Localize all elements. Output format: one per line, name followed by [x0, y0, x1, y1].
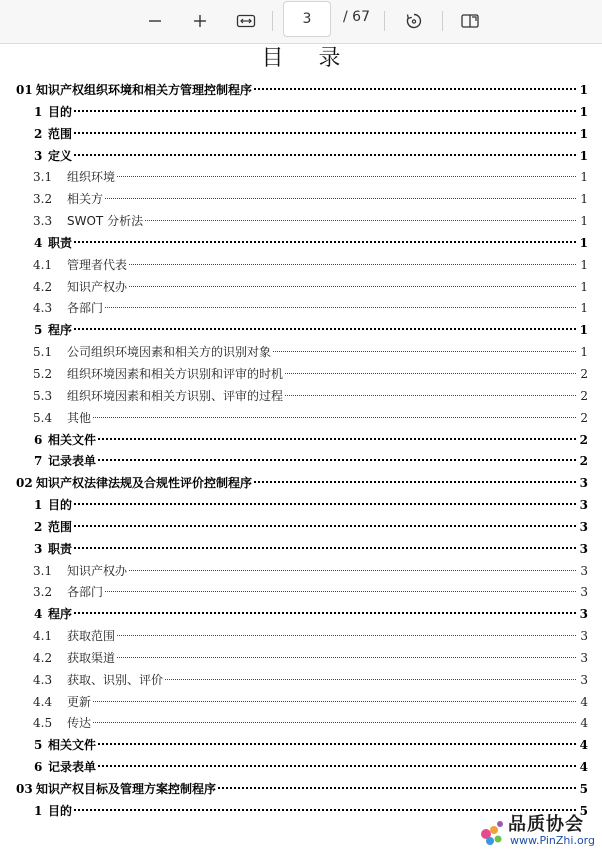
toolbar-divider — [272, 11, 273, 31]
toolbar-divider — [384, 11, 385, 31]
toc-entry-number: 6 — [34, 760, 43, 775]
toc-entry-page: 4 — [579, 738, 588, 753]
toc-entry-page: 3 — [580, 672, 588, 687]
toc-subsection-row[interactable] — [16, 582, 588, 604]
toc-dot-leader — [93, 417, 576, 418]
toc-entry-number: 3 — [34, 148, 43, 163]
toc-entry-number: 2 — [34, 519, 43, 534]
toc-entry-number: 7 — [34, 454, 43, 469]
toc-entry-page: 1 — [580, 257, 588, 272]
toc-dot-leader — [129, 286, 576, 287]
toc-entry-page: 1 — [579, 323, 588, 338]
toc-entry-page: 1 — [580, 192, 588, 207]
toc-subsection-row[interactable] — [16, 408, 588, 430]
toc-entry-number: 1 — [34, 498, 43, 513]
toc-entry-number: 2 — [34, 126, 43, 141]
toc-entry-number: 5.4 — [33, 410, 53, 425]
toc-entry-title: 各部门 — [67, 585, 104, 600]
toc-entry-page: 2 — [580, 366, 588, 381]
toc-subsection-row[interactable] — [16, 342, 588, 364]
toc-dot-leader — [74, 612, 576, 614]
toc-section-row[interactable] — [16, 430, 588, 452]
toc-entry-page: 3 — [580, 563, 588, 578]
toc-entry-number: 3.2 — [33, 585, 53, 600]
toc-entry-title: 相关方 — [67, 192, 104, 207]
toc-entry-page: 2 — [580, 388, 588, 403]
toc-entry-page: 1 — [579, 83, 588, 97]
toc-dot-leader — [117, 635, 576, 636]
toc-entry-page: 3 — [579, 607, 588, 622]
toc-dot-leader — [105, 307, 576, 308]
rotate-icon — [405, 12, 423, 30]
toc-subsection-row[interactable] — [16, 167, 588, 189]
toc-entry-title: 相关文件 — [48, 738, 97, 753]
toolbar-divider — [442, 11, 443, 31]
toc-entry-number: 4.1 — [33, 257, 53, 272]
toc-subsection-row[interactable] — [16, 386, 588, 408]
toc-entry-page: 1 — [579, 104, 588, 119]
toc-subsection-row[interactable] — [16, 255, 588, 277]
toc-entry-number: 3.2 — [33, 192, 53, 207]
toc-subsection-row[interactable] — [16, 648, 588, 670]
toc-entry-title: 记录表单 — [48, 760, 97, 775]
toc-entry-number: 5 — [34, 738, 43, 753]
toc-entry-title: 各部门 — [67, 301, 104, 316]
toc-entry-page: 3 — [580, 629, 588, 644]
toc-subsection-row[interactable] — [16, 211, 588, 233]
watermark — [478, 810, 598, 852]
toc-chapter-row[interactable] — [16, 779, 588, 801]
toc-entry-title: 范围 — [48, 126, 73, 141]
toc-entry-number: 4 — [34, 607, 43, 622]
toc-section-row[interactable] — [16, 124, 588, 146]
toc-chapter-row[interactable] — [16, 473, 588, 495]
toc-entry-page: 1 — [580, 279, 588, 294]
toc-entry-title: SWOT 分析法 — [67, 214, 144, 229]
toc-entry-number: 4.3 — [33, 301, 53, 316]
toc-entry-number: 6 — [34, 432, 43, 447]
toc-entry-title: 组织环境 — [67, 170, 116, 185]
toc-dot-leader — [98, 765, 576, 767]
toc-entry-title: 目的 — [48, 803, 73, 818]
toc-section-row[interactable] — [16, 146, 588, 168]
toc-entry-number: 02 — [16, 476, 33, 491]
toc-dot-leader — [74, 328, 576, 330]
toc-dot-leader — [98, 459, 576, 461]
toc-subsection-row[interactable] — [16, 626, 588, 648]
toc-entry-title: 知识产权法律法规及合规性评价控制程序 — [36, 476, 253, 491]
toc-entry-number: 5 — [34, 323, 43, 338]
watermark-name: 品质协会 — [508, 814, 584, 835]
toc-dot-leader — [93, 722, 576, 723]
toc-entry-number: 5.3 — [33, 388, 53, 403]
zoom-in-icon — [192, 13, 208, 29]
toc-entry-title: 管理者代表 — [67, 257, 128, 272]
toc-entry-title: 目的 — [48, 104, 73, 119]
toc-subsection-row[interactable] — [16, 561, 588, 583]
toc-dot-leader — [74, 547, 576, 549]
page-title: 目 录 — [261, 46, 355, 71]
toc-section-row[interactable] — [16, 517, 588, 539]
toc-entry-title: 其他 — [67, 410, 92, 425]
zoom-out-icon — [147, 13, 163, 29]
toc-entry-title: 定义 — [48, 148, 73, 163]
toc-entry-number: 4.1 — [33, 629, 53, 644]
toc-entry-number: 5.2 — [33, 366, 53, 381]
toc-dot-leader — [74, 110, 576, 112]
toc-entry-title: 程序 — [48, 323, 73, 338]
toc-dot-leader — [105, 591, 576, 592]
toc-subsection-row[interactable] — [16, 298, 588, 320]
toc-entry-number: 4.5 — [33, 716, 53, 731]
fit-width-button[interactable] — [230, 6, 262, 36]
toc-section-row[interactable] — [16, 451, 588, 473]
toc-section-row[interactable] — [16, 539, 588, 561]
toc-entry-page: 3 — [579, 519, 588, 534]
toc-dot-leader — [145, 220, 576, 221]
toc-entry-title: 目的 — [48, 498, 73, 513]
toc-section-row[interactable] — [16, 757, 588, 779]
toc-entry-number: 4 — [34, 235, 43, 250]
toc-entry-page: 3 — [579, 498, 588, 513]
toc-dot-leader — [117, 657, 576, 658]
toc-entry-number: 3.1 — [33, 170, 53, 185]
toc-entry-page: 5 — [579, 803, 588, 818]
toc-entry-page: 1 — [580, 301, 588, 316]
toc-entry-number: 1 — [34, 803, 43, 818]
toc-entry-page: 4 — [580, 694, 588, 709]
rotate-button[interactable] — [398, 6, 430, 36]
toc-subsection-row[interactable] — [16, 713, 588, 735]
toc-dot-leader — [254, 481, 576, 483]
toc-section-row[interactable] — [16, 604, 588, 626]
toc-dot-leader — [218, 787, 576, 789]
toc-dot-leader — [98, 438, 576, 440]
toc-entry-title: 知识产权办 — [67, 563, 128, 578]
toc-subsection-row[interactable] — [16, 277, 588, 299]
toc-entry-number: 4.2 — [33, 650, 53, 665]
toc-entry-number: 5.1 — [33, 345, 53, 360]
toc-entry-page: 3 — [580, 650, 588, 665]
toc-entry-title: 职责 — [48, 541, 73, 556]
toc-dot-leader — [74, 132, 576, 134]
toc-entry-page: 5 — [579, 782, 588, 796]
toc-dot-leader — [285, 373, 576, 374]
toc-dot-leader — [117, 176, 576, 177]
toc-dot-leader — [129, 570, 576, 571]
fit-width-icon — [236, 13, 256, 29]
toc-entry-page: 2 — [579, 432, 588, 447]
toc-section-row[interactable] — [16, 320, 588, 342]
toc-entry-number: 03 — [16, 782, 33, 796]
page-number-input[interactable] — [283, 1, 331, 37]
toc-dot-leader — [165, 679, 576, 680]
toc-entry-title: 范围 — [48, 519, 73, 534]
toc-entry-title: 获取、识别、评价 — [67, 672, 164, 687]
page-view-button[interactable] — [454, 6, 486, 36]
toc-entry-page: 4 — [580, 716, 588, 731]
zoom-in-button[interactable] — [184, 6, 216, 36]
toc-entry-number: 3 — [34, 541, 43, 556]
zoom-out-button[interactable] — [139, 6, 171, 36]
toc-dot-leader — [98, 743, 576, 745]
toc-subsection-row[interactable] — [16, 692, 588, 714]
toc-entry-page: 3 — [579, 541, 588, 556]
toc-dot-leader — [74, 525, 576, 527]
toc-dot-leader — [74, 503, 576, 505]
toc-entry-number: 4.2 — [33, 279, 53, 294]
toc-dot-leader — [129, 264, 576, 265]
viewer-toolbar — [0, 0, 602, 44]
toc-entry-number: 01 — [16, 83, 33, 97]
toc-chapter-row[interactable] — [16, 80, 588, 102]
toc-section-row[interactable] — [16, 233, 588, 255]
toc-entry-title: 程序 — [48, 607, 73, 622]
toc-subsection-row[interactable] — [16, 189, 588, 211]
toc-entry-page: 1 — [580, 345, 588, 360]
toc-dot-leader — [273, 351, 576, 352]
toc-entry-page: 4 — [579, 760, 588, 775]
toc-entry-title: 记录表单 — [48, 454, 97, 469]
page-total-label: / 67 — [343, 9, 370, 25]
toc-dot-leader — [285, 395, 576, 396]
watermark-logo-icon — [478, 810, 506, 852]
toc-entry-title: 更新 — [67, 694, 92, 709]
toc-entry-number: 1 — [34, 104, 43, 119]
toc-entry-number: 3.1 — [33, 563, 53, 578]
toc-entry-number: 3.3 — [33, 214, 53, 229]
page-view-icon — [460, 12, 480, 30]
toc-entry-title: 获取范围 — [67, 629, 116, 644]
toc-entry-page: 2 — [579, 454, 588, 469]
toc-dot-leader — [93, 701, 576, 702]
toc-entry-page: 1 — [579, 148, 588, 163]
toc-entry-page: 2 — [580, 410, 588, 425]
toc-entry-title: 传达 — [67, 716, 92, 731]
toc-section-row[interactable] — [16, 495, 588, 517]
toc-subsection-row[interactable] — [16, 364, 588, 386]
toc-dot-leader — [74, 241, 576, 243]
toc-entry-title: 知识产权办 — [67, 279, 128, 294]
toc-entry-page: 1 — [580, 170, 588, 185]
toc-dot-leader — [74, 154, 576, 156]
toc-entry-title: 组织环境因素和相关方识别和评审的时机 — [67, 366, 284, 381]
toc-section-row[interactable] — [16, 102, 588, 124]
toc-entry-title: 知识产权组织环境和相关方管理控制程序 — [36, 83, 253, 97]
toc-entry-title: 职责 — [48, 235, 73, 250]
toc-entry-title: 组织环境因素和相关方识别、评审的过程 — [67, 388, 284, 403]
toc-entry-page: 1 — [579, 235, 588, 250]
toc-entry-page: 3 — [579, 476, 588, 491]
watermark-url: www.PinZhi.org — [510, 834, 595, 847]
toc-entry-title: 相关文件 — [48, 432, 97, 447]
toc-entry-page: 1 — [580, 214, 588, 229]
toc-entry-number: 4.4 — [33, 694, 53, 709]
toc-entry-title: 获取渠道 — [67, 650, 116, 665]
toc-entry-page: 1 — [579, 126, 588, 141]
toc-entry-number: 4.3 — [33, 672, 53, 687]
toc-subsection-row[interactable] — [16, 670, 588, 692]
table-of-contents — [16, 80, 588, 823]
toc-dot-leader — [254, 88, 576, 90]
toc-entry-title: 知识产权目标及管理方案控制程序 — [36, 782, 217, 796]
toc-section-row[interactable] — [16, 735, 588, 757]
toc-dot-leader — [105, 198, 576, 199]
toc-entry-title: 公司组织环境因素和相关方的识别对象 — [67, 345, 272, 360]
toc-entry-page: 3 — [580, 585, 588, 600]
